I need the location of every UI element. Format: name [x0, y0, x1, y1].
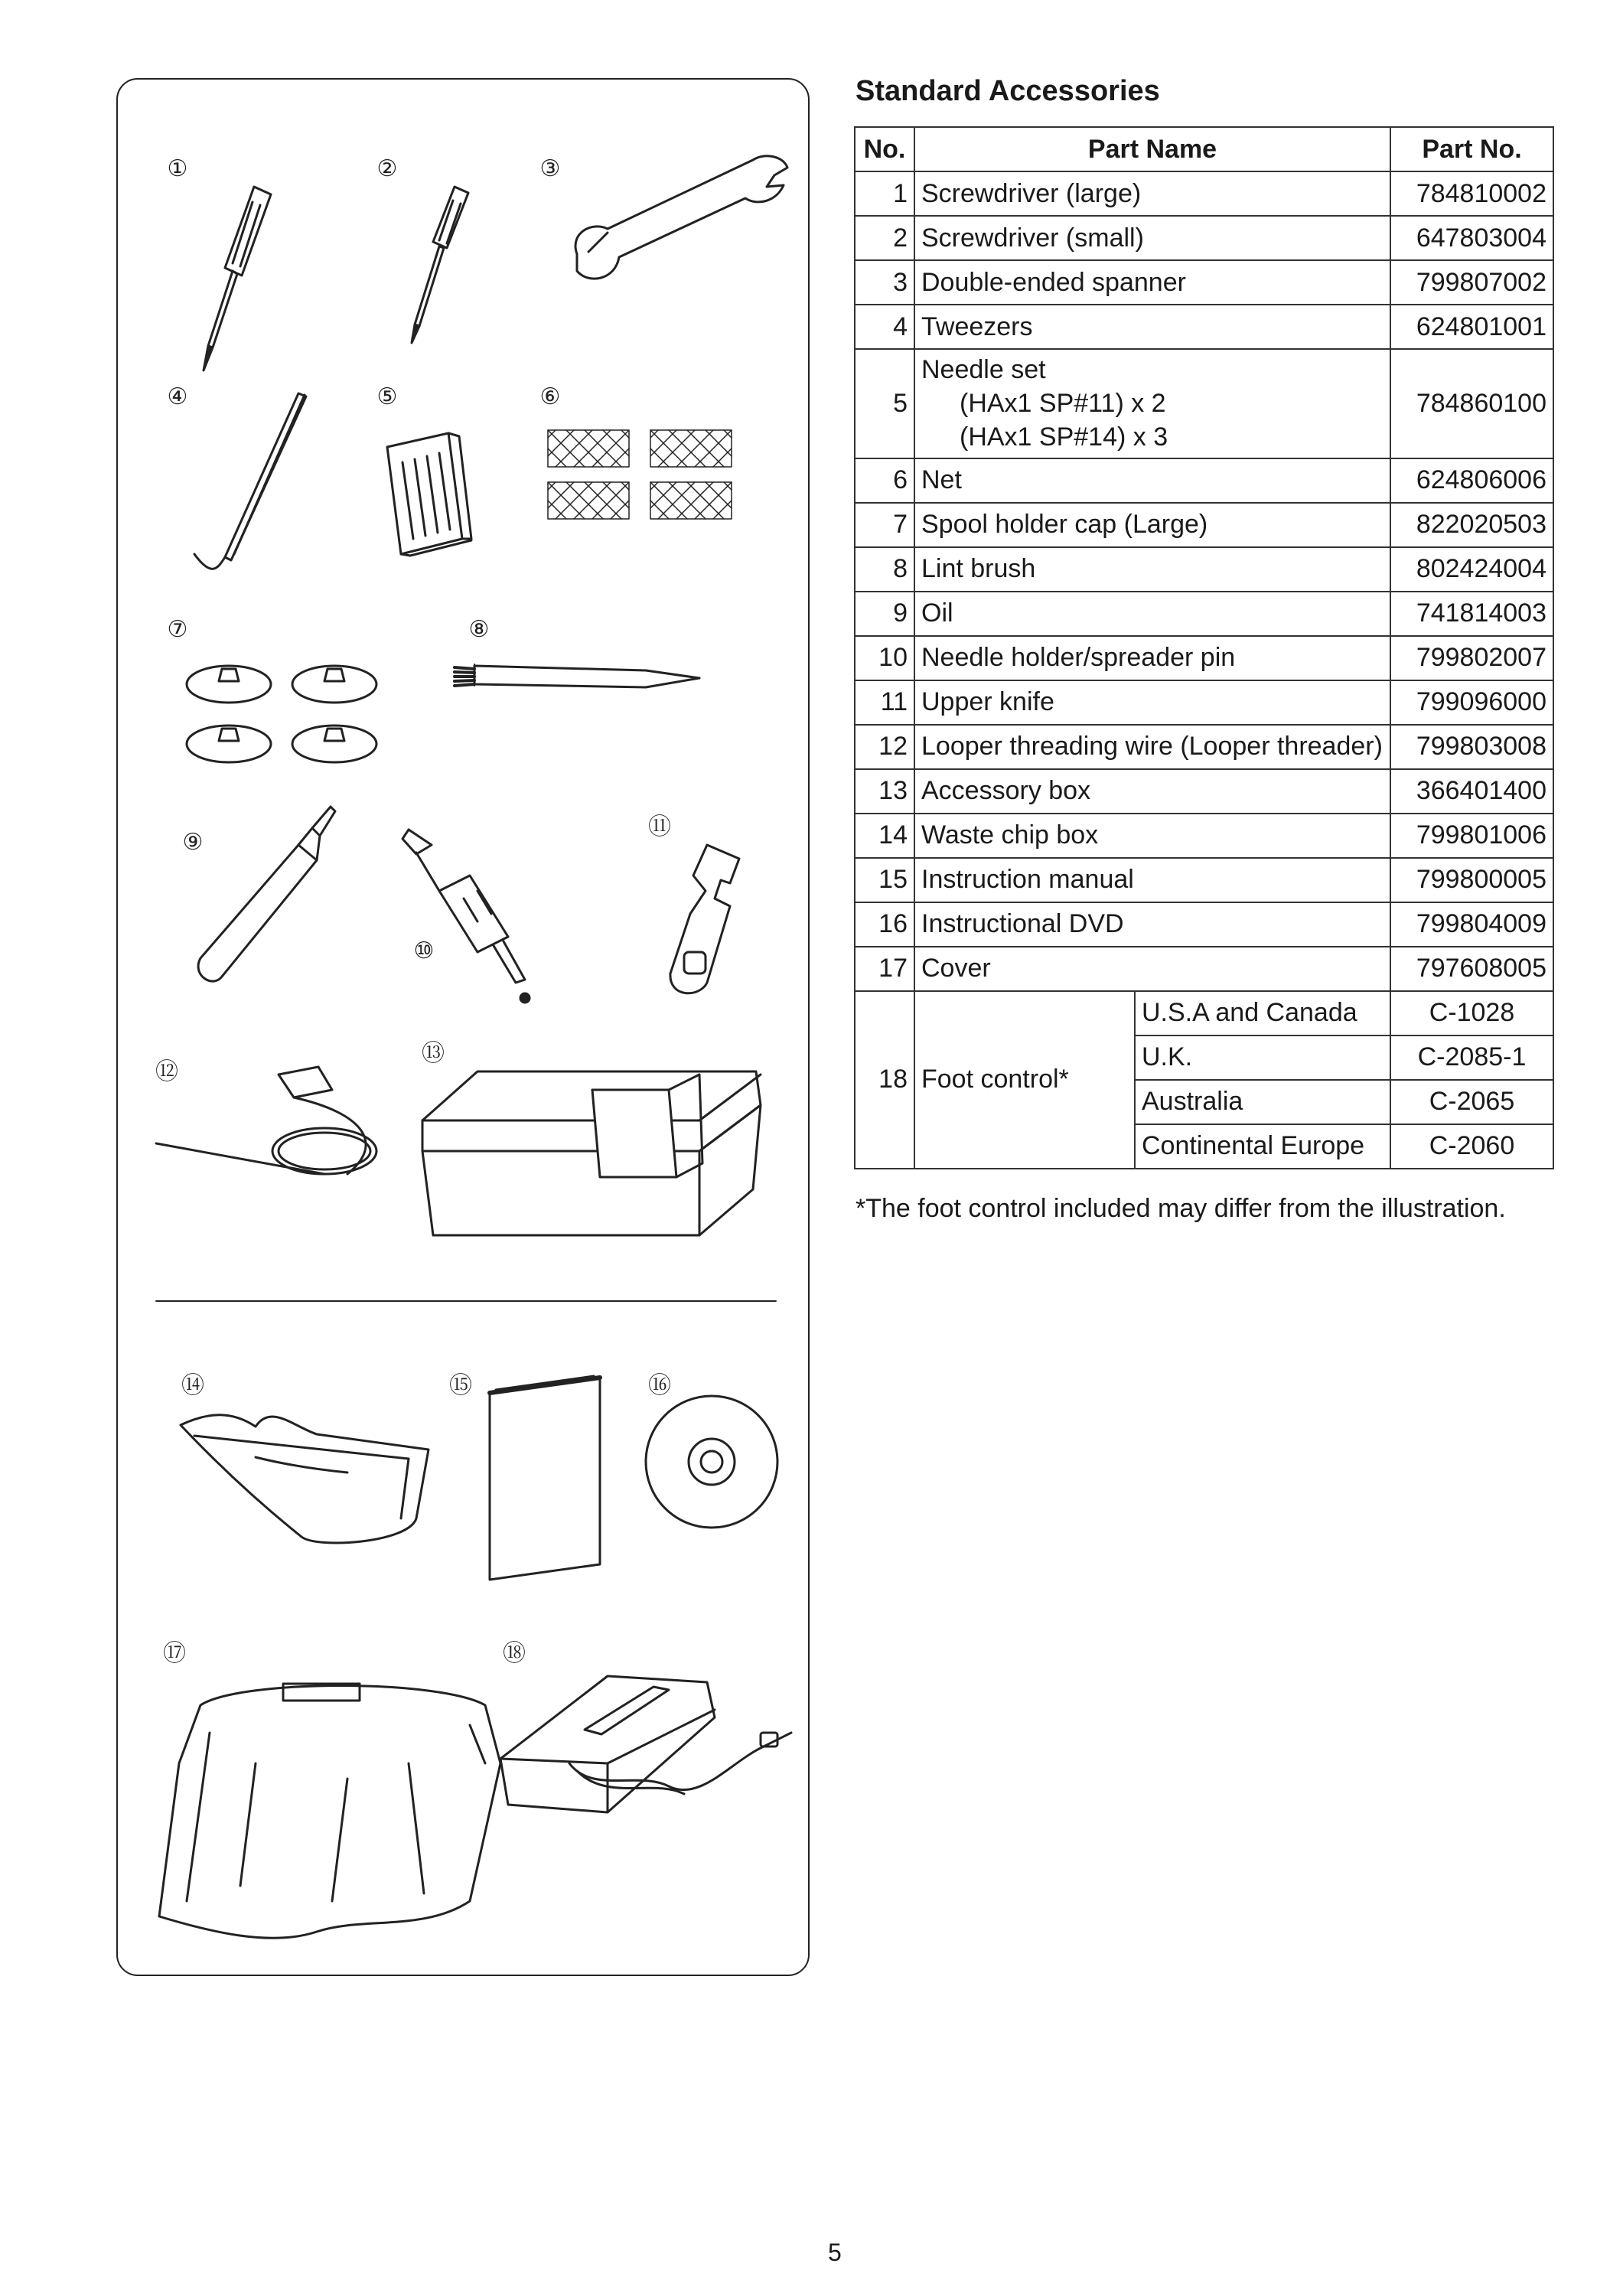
row-part-no: 799801006 — [1390, 814, 1553, 858]
needle-holder-icon — [402, 830, 530, 1003]
table-row — [855, 680, 1553, 725]
table-row — [855, 858, 1553, 902]
label-1: ① — [167, 155, 188, 182]
looper-threading-wire-icon — [156, 1067, 376, 1174]
row-part-name: Spool holder cap (Large) — [914, 503, 1390, 547]
row-no: 13 — [855, 769, 914, 814]
row-part-name: Accessory box — [914, 769, 1390, 814]
row-part-no: 822020503 — [1390, 503, 1553, 547]
row-no: 7 — [855, 503, 914, 547]
region-cell: Continental Europe — [1135, 1124, 1390, 1169]
accessories-table — [854, 126, 1554, 1169]
needle-set-sub-1: (HAx1 SP#11) x 2 — [960, 389, 1166, 419]
label-11: ⑪ — [648, 814, 671, 840]
needle-set-icon — [387, 433, 471, 556]
footnote: *The foot control included may differ from the illustration. — [855, 1194, 1506, 1223]
row-no: 5 — [855, 349, 914, 458]
region-cell: Australia — [1135, 1080, 1390, 1124]
screwdriver-large-icon — [204, 187, 271, 370]
label-5: ⑤ — [376, 383, 398, 410]
instruction-manual-icon — [490, 1376, 600, 1580]
row-no: 18 — [855, 991, 914, 1169]
label-14: ⑭ — [181, 1372, 204, 1399]
row-part-name: Lint brush — [914, 547, 1390, 592]
row-part-no: 741814003 — [1390, 592, 1553, 636]
table-row — [855, 349, 1553, 458]
dvd-icon — [646, 1396, 777, 1528]
table-row — [855, 902, 1553, 947]
row-part-name: Instructional DVD — [914, 902, 1390, 947]
row-part-no: C-1028 — [1390, 991, 1553, 1035]
net-icon — [548, 430, 732, 519]
screwdriver-small-icon — [412, 187, 468, 343]
row-no: 9 — [855, 592, 914, 636]
needle-set-sub-2: (HAx1 SP#14) x 3 — [960, 422, 1168, 452]
label-4: ④ — [167, 383, 188, 410]
row-part-no: 802424004 — [1390, 547, 1553, 592]
needle-set-name: Needle set — [921, 355, 1046, 384]
row-no: 12 — [855, 725, 914, 769]
table-row — [855, 547, 1553, 592]
row-part-no: 799800005 — [1390, 858, 1553, 902]
row-part-name: Upper knife — [914, 680, 1390, 725]
row-part-name: Needle holder/spreader pin — [914, 636, 1390, 680]
table-row — [855, 305, 1553, 349]
row-part-no: 799804009 — [1390, 902, 1553, 947]
table-row — [855, 725, 1553, 769]
foot-control-row — [855, 991, 1553, 1035]
accessory-box-icon — [422, 1071, 761, 1235]
label-2: ② — [376, 155, 398, 182]
label-15: ⑮ — [449, 1372, 472, 1399]
label-18: ⑱ — [503, 1640, 526, 1667]
row-part-no: 797608005 — [1390, 947, 1553, 991]
row-no: 14 — [855, 814, 914, 858]
row-part-name: Foot control* — [914, 991, 1135, 1169]
row-no: 16 — [855, 902, 914, 947]
table-row — [855, 636, 1553, 680]
row-part-no: 799807002 — [1390, 260, 1553, 305]
row-part-name: Oil — [914, 592, 1390, 636]
row-no: 8 — [855, 547, 914, 592]
row-part-no: C-2085-1 — [1390, 1035, 1553, 1080]
lint-brush-icon — [455, 664, 699, 687]
tweezers-icon — [194, 393, 306, 569]
row-part-no: 784860100 — [1390, 349, 1553, 458]
row-no: 10 — [855, 636, 914, 680]
table-row — [855, 947, 1553, 991]
row-part-no: 366401400 — [1390, 769, 1553, 814]
table-row — [855, 216, 1553, 260]
row-part-name: Screwdriver (large) — [914, 171, 1390, 216]
label-8: ⑧ — [468, 616, 490, 643]
header-no: No. — [855, 127, 914, 171]
row-part-no: 624806006 — [1390, 458, 1553, 503]
table-header-row — [855, 127, 1553, 171]
row-part-name: Screwdriver (small) — [914, 216, 1390, 260]
foot-control-icon — [500, 1676, 791, 1812]
row-no: 1 — [855, 171, 914, 216]
row-part-no: 624801001 — [1390, 305, 1553, 349]
row-part-no: C-2065 — [1390, 1080, 1553, 1124]
label-6: ⑥ — [539, 383, 561, 410]
table-row — [855, 769, 1553, 814]
page-number: 5 — [828, 2239, 842, 2266]
row-part-name: Instruction manual — [914, 858, 1390, 902]
row-part-no: 799096000 — [1390, 680, 1553, 725]
spool-cap-icon — [187, 666, 376, 762]
table-row — [855, 260, 1553, 305]
header-part-no: Part No. — [1390, 127, 1553, 171]
row-no: 4 — [855, 305, 914, 349]
region-cell: U.K. — [1135, 1035, 1390, 1080]
label-10: ⑩ — [413, 938, 435, 964]
cover-icon — [159, 1684, 500, 1938]
oil-bottle-icon — [198, 807, 335, 981]
row-part-no: 784810002 — [1390, 171, 1553, 216]
row-part-no: C-2060 — [1390, 1124, 1553, 1169]
page-title: Standard Accessories — [855, 75, 1160, 107]
waste-chip-box-icon — [181, 1415, 429, 1543]
label-16: ⑯ — [648, 1372, 671, 1399]
region-cell: U.S.A and Canada — [1135, 991, 1390, 1035]
row-part-name — [914, 349, 1390, 458]
row-no: 6 — [855, 458, 914, 503]
row-no: 15 — [855, 858, 914, 902]
row-part-no: 799802007 — [1390, 636, 1553, 680]
label-17: ⑰ — [163, 1640, 186, 1667]
label-7: ⑦ — [167, 616, 188, 643]
accessories-illustration-panel — [116, 78, 810, 1976]
table-row — [855, 458, 1553, 503]
row-no: 11 — [855, 680, 914, 725]
row-part-name: Cover — [914, 947, 1390, 991]
row-part-name: Waste chip box — [914, 814, 1390, 858]
spanner-icon — [575, 156, 787, 279]
table-row — [855, 814, 1553, 858]
upper-knife-icon — [670, 845, 739, 993]
table-row — [855, 503, 1553, 547]
header-part-name: Part Name — [914, 127, 1390, 171]
label-12: ⑫ — [155, 1058, 178, 1085]
row-part-name: Double-ended spanner — [914, 260, 1390, 305]
label-9: ⑨ — [182, 829, 204, 856]
label-13: ⑬ — [422, 1040, 445, 1067]
label-3: ③ — [539, 155, 561, 182]
row-part-name: Net — [914, 458, 1390, 503]
row-part-no: 799803008 — [1390, 725, 1553, 769]
table-row — [855, 592, 1553, 636]
row-part-name: Looper threading wire (Looper threader) — [914, 725, 1390, 769]
row-part-name: Tweezers — [914, 305, 1390, 349]
row-no: 17 — [855, 947, 914, 991]
table-row — [855, 171, 1553, 216]
row-part-no: 647803004 — [1390, 216, 1553, 260]
row-no: 3 — [855, 260, 914, 305]
row-no: 2 — [855, 216, 914, 260]
